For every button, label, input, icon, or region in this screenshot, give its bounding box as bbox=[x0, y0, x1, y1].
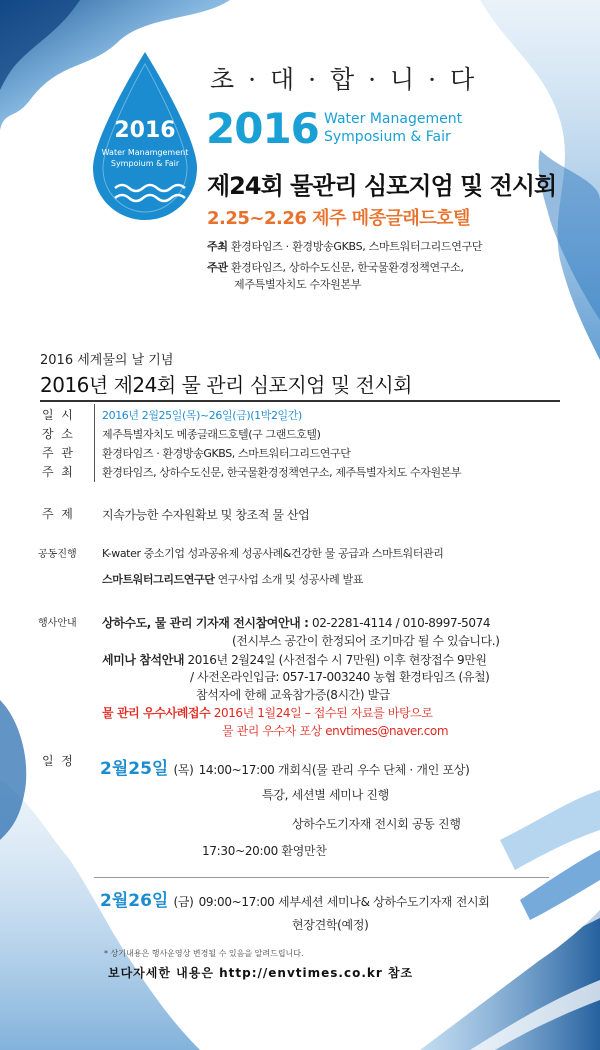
day2-date: 2월26일 bbox=[100, 891, 169, 911]
organizer-value-2: 제주특별자치도 수자원본부 bbox=[234, 278, 362, 291]
day2-dow: (금) bbox=[173, 895, 194, 909]
day1-item-3: 상하수도기자재 전시회 공동 진행 bbox=[292, 817, 461, 831]
value-theme: 지속가능한 수자원확보 및 창조적 물 산업 bbox=[102, 508, 310, 522]
organizer-value-1: 환경타임즈, 상하수도신문, 한국물환경정책연구소, bbox=[230, 261, 464, 274]
day1-item-4: 17:30~20:00 환영만찬 bbox=[202, 844, 327, 858]
website-reference: 보다자세한 내용은 http://envtimes.co.kr 참조 bbox=[108, 966, 414, 980]
event-title: 제24회 물관리 심포지엄 및 전시회 bbox=[207, 172, 557, 200]
value-joint-1: K-water 중소기업 성과공유제 성공사례&건강한 물 공급과 스마트워터관리 bbox=[102, 547, 444, 560]
organizer-line bbox=[207, 259, 464, 275]
event-english-name bbox=[324, 110, 462, 146]
guide-6-text: 2016년 1월24일 – 접수된 자료를 바탕으로 bbox=[213, 706, 433, 720]
badge-line-1: Water Manamgement bbox=[101, 148, 189, 157]
day1-item-2: 특강, 세션별 세미나 진행 bbox=[262, 788, 389, 802]
value-guide-2: (전시부스 공간이 한정되어 조기마감 될 수 있습니다.) bbox=[232, 634, 500, 648]
table-divider bbox=[94, 404, 95, 482]
badge-line-2: Sympoium & Fair bbox=[110, 159, 180, 168]
guide-3-text: 2016년 2월24일 (사전접수 시 7만원) 이후 현장접수 9만원 bbox=[187, 653, 487, 667]
value-guide-3 bbox=[102, 651, 487, 668]
day2-item-1: 09:00~17:00 세부세션 세미나& 상하수도기자재 전시회 bbox=[198, 895, 490, 909]
day1-item-1: 14:00~17:00 개회식(물 관리 우수 단체 · 개인 포상) bbox=[198, 763, 470, 777]
value-guide-5: 참석자에 한해 교육참가증(8시간) 발급 bbox=[196, 688, 390, 702]
event-english-line-1: Water Management bbox=[324, 111, 463, 127]
label-host: 주 최 bbox=[42, 465, 73, 479]
label-joint: 공동진행 bbox=[38, 549, 77, 560]
commemoration-caption: 2016 세계물의 날 기념 bbox=[40, 353, 174, 368]
guide-6-bold: 물 관리 우수사례접수 bbox=[102, 706, 211, 720]
day1-date: 2월25일 bbox=[100, 759, 169, 779]
value-datetime: 2016년 2월25일(목)~26일(금)(1박2일간) bbox=[102, 409, 302, 422]
change-notice: * 상기내용은 행사운영상 변경될 수 있음을 알려드립니다. bbox=[104, 949, 304, 958]
label-theme: 주 제 bbox=[42, 507, 73, 521]
event-date-venue: 2.25~2.26 제주 메종글래드호텔 bbox=[207, 208, 470, 229]
guide-1-text: 02-2281-4114 / 010-8997-5074 bbox=[311, 616, 491, 630]
label-guide: 행사안내 bbox=[38, 618, 77, 629]
value-guide-6 bbox=[102, 704, 433, 721]
host-line bbox=[207, 238, 482, 254]
label-organizer: 주 관 bbox=[42, 446, 73, 460]
event-english-line-2: Symposium & Fair bbox=[324, 129, 451, 145]
value-venue: 제주특별자치도 메종글래드호텔(구 그랜드호텔) bbox=[102, 428, 321, 441]
label-venue: 장 소 bbox=[42, 427, 73, 441]
label-schedule: 일 정 bbox=[42, 754, 73, 768]
day2-row bbox=[100, 886, 490, 911]
schedule-divider bbox=[94, 877, 549, 878]
day2-item-2: 현장견학(예정) bbox=[292, 918, 369, 932]
guide-1-bold: 상하수도, 물 관리 기자재 전시참여안내 : bbox=[102, 616, 309, 630]
body-title: 2016년 제24회 물 관리 심포지엄 및 전시회 bbox=[40, 373, 412, 397]
host-value: 환경타임즈 · 환경방송GKBS, 스마트워터그리드연구단 bbox=[230, 240, 483, 253]
invitation-heading: 초 · 대 · 합 · 니 · 다 bbox=[210, 65, 478, 94]
title-divider bbox=[40, 400, 560, 402]
joint-2-bold: 스마트워터그리드연구단 bbox=[102, 573, 215, 586]
value-joint-2 bbox=[102, 571, 363, 587]
event-year: 2016 bbox=[206, 104, 319, 153]
host-label: 주최 bbox=[207, 240, 228, 253]
value-guide-7: 물 관리 우수자 포상 envtimes@naver.com bbox=[222, 724, 449, 738]
value-guide-1 bbox=[102, 614, 490, 631]
value-guide-4: / 사전온라인입금: 057-17-003240 농협 환경타임즈 (유철) bbox=[190, 670, 490, 684]
value-organizer: 환경타임즈 · 환경방송GKBS, 스마트워터그리드연구단 bbox=[102, 447, 351, 460]
label-datetime: 일 시 bbox=[42, 408, 73, 422]
organizer-label: 주관 bbox=[207, 261, 228, 274]
badge-year: 2016 bbox=[114, 118, 176, 143]
joint-2-text: 연구사업 소개 및 성공사례 발표 bbox=[217, 573, 363, 586]
day1-row bbox=[100, 754, 469, 779]
value-host: 환경타임즈, 상하수도신문, 한국물환경정책연구소, 제주특별자치도 수자원본부 bbox=[102, 466, 462, 479]
guide-3-bold: 세미나 참석안내 bbox=[102, 653, 185, 667]
day1-dow: (목) bbox=[173, 763, 194, 777]
